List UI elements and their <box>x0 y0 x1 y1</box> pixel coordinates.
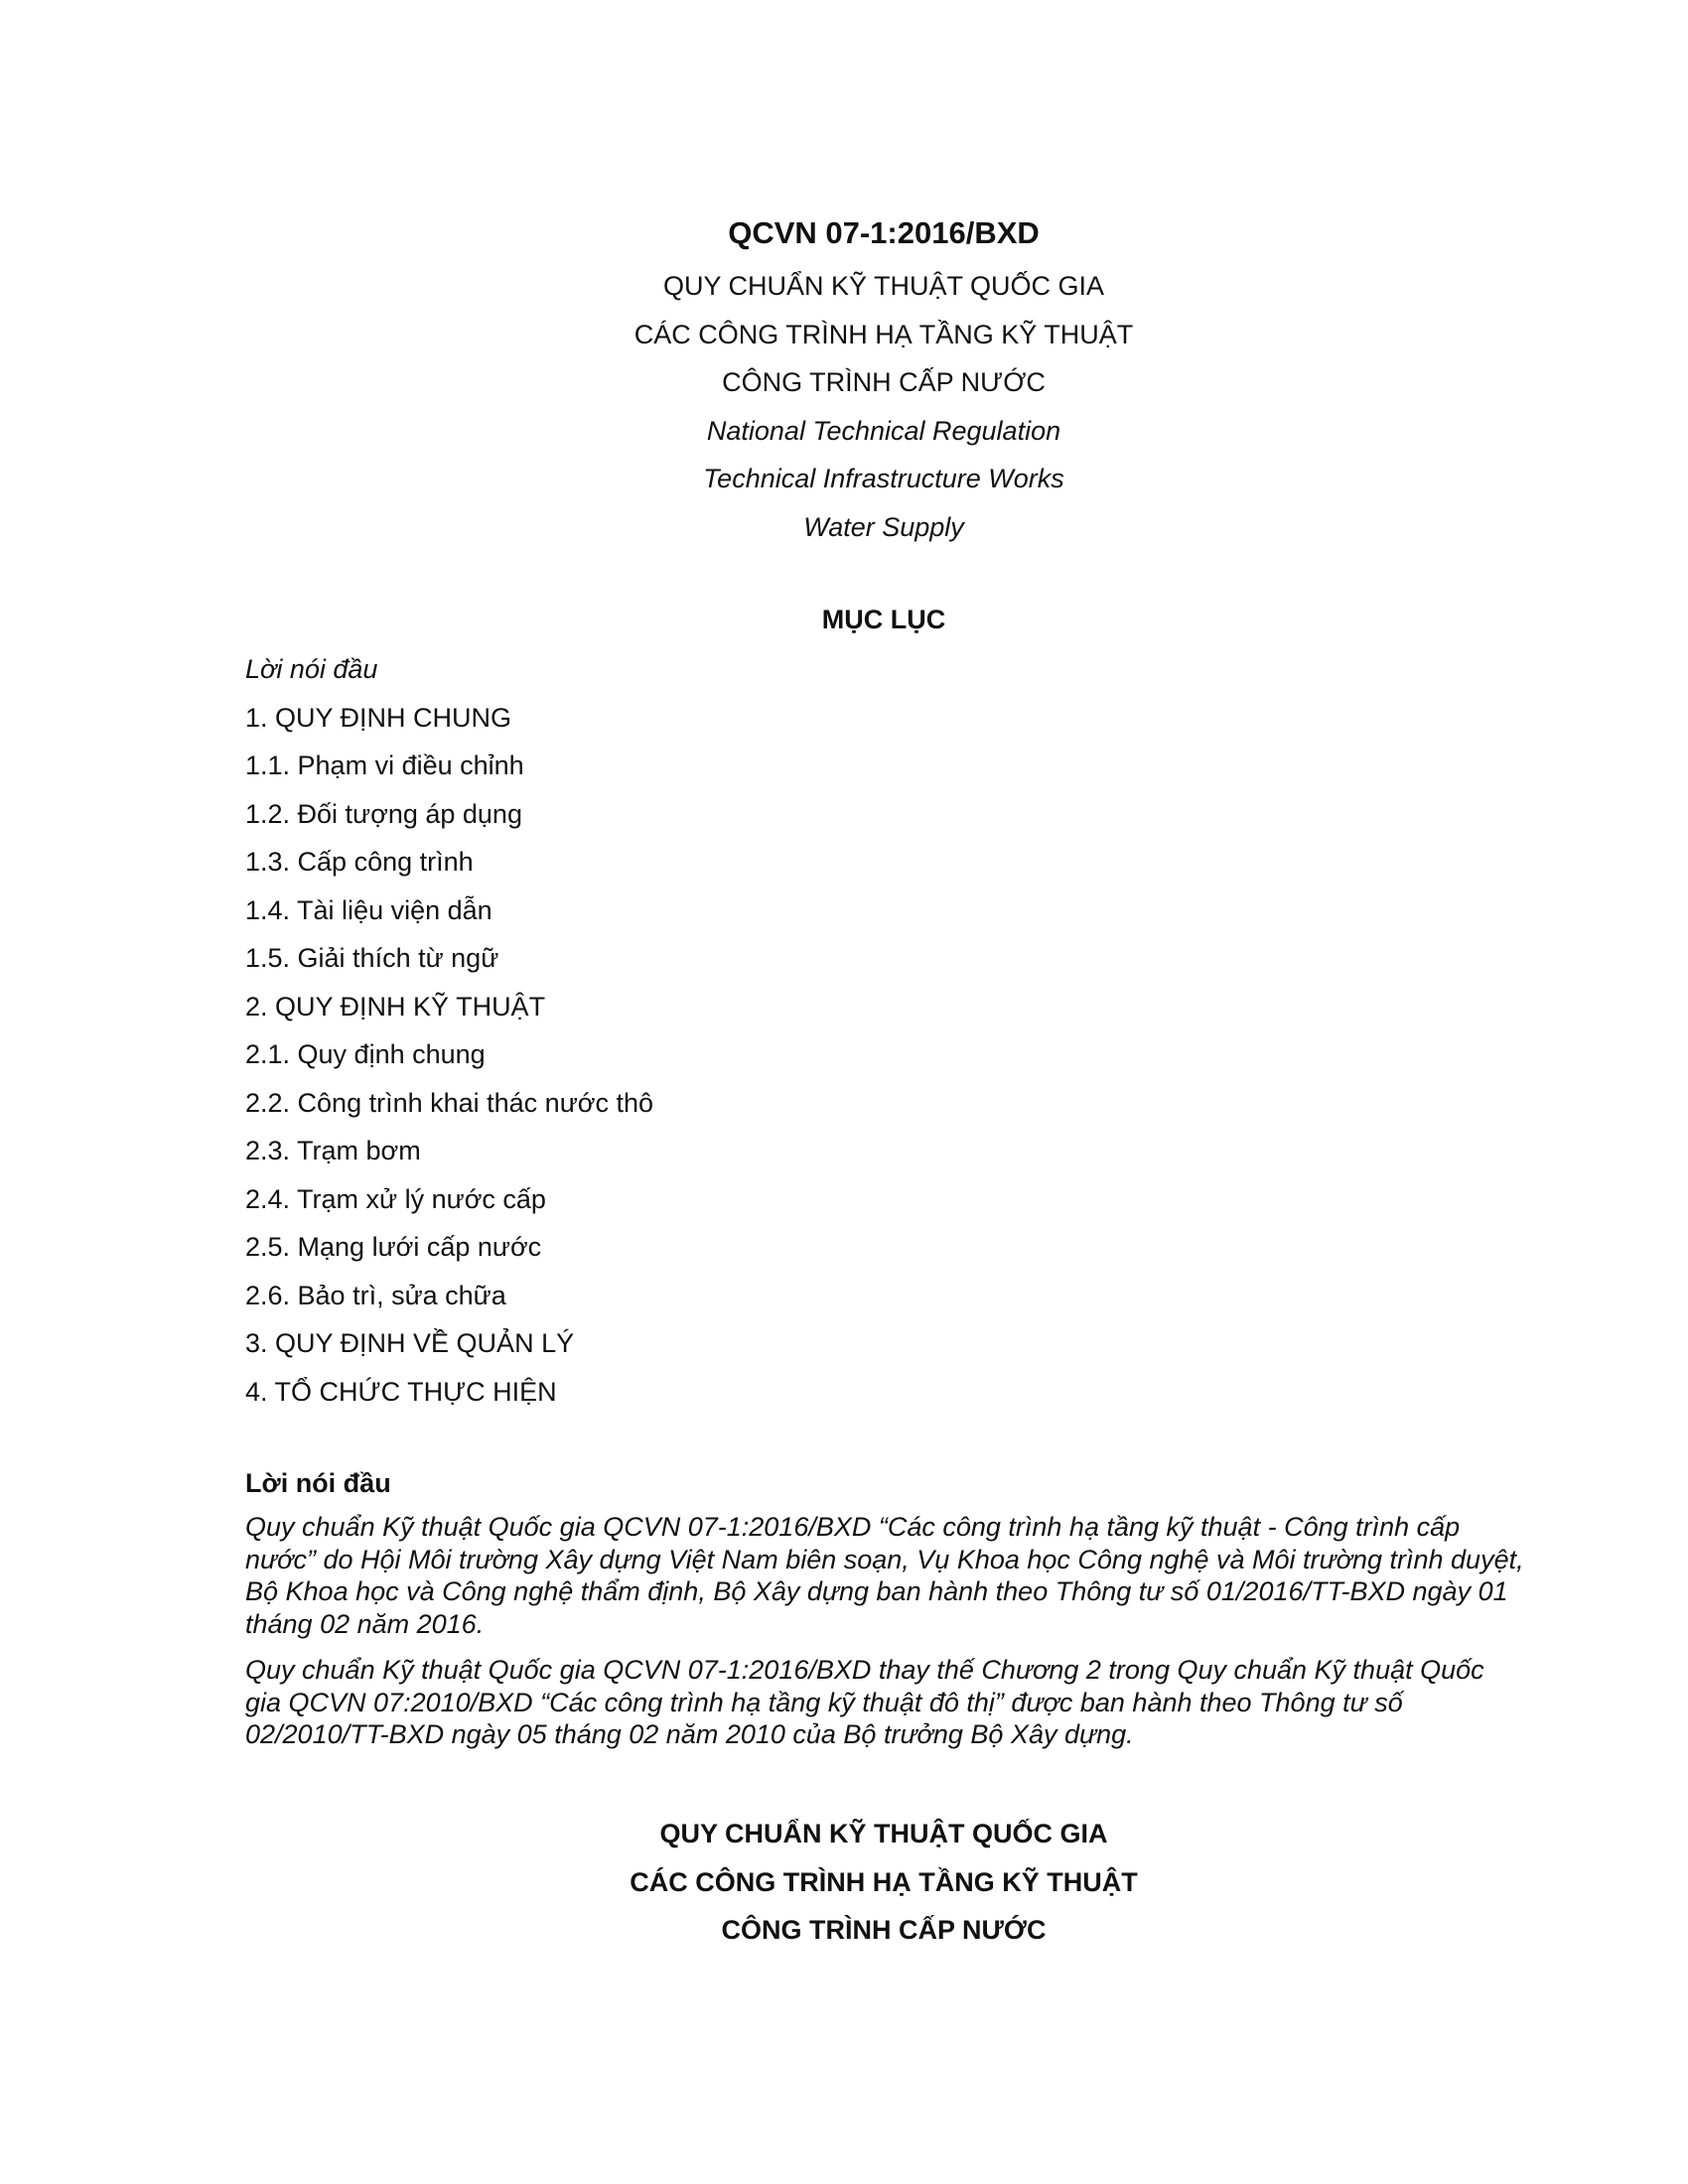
body-title-line-2: CÁC CÔNG TRÌNH HẠ TẦNG KỸ THUẬT <box>630 1866 1138 1897</box>
toc-item-1[interactable]: 1. QUY ĐỊNH CHUNG <box>245 702 512 733</box>
toc-item-2-5[interactable]: 2.5. Mạng lưới cấp nước <box>245 1232 542 1262</box>
body-title <box>0 1810 1688 1955</box>
toc-item-4[interactable]: 4. TỔ CHỨC THỰC HIỆN <box>245 1376 557 1407</box>
document-code: QCVN 07-1:2016/BXD <box>728 215 1040 250</box>
foreword-heading: Lời nói đầu <box>245 1468 391 1498</box>
title-vi-line-3: CÔNG TRÌNH CẤP NƯỚC <box>722 367 1046 397</box>
toc-item-2[interactable]: 2. QUY ĐỊNH KỸ THUẬT <box>245 991 546 1022</box>
toc-item-3[interactable]: 3. QUY ĐỊNH VỀ QUẢN LÝ <box>245 1328 575 1358</box>
toc-item-1-3[interactable]: 1.3. Cấp công trình <box>245 847 474 877</box>
document-header <box>0 210 1688 551</box>
title-vi-line-2: CÁC CÔNG TRÌNH HẠ TẦNG KỸ THUẬT <box>633 319 1134 349</box>
body-title-line-3: CÔNG TRÌNH CẤP NƯỚC <box>721 1915 1047 1945</box>
toc-item-1-2[interactable]: 1.2. Đối tượng áp dụng <box>245 798 522 829</box>
title-vi-line-1: QUY CHUẨN KỸ THUẬT QUỐC GIA <box>662 271 1105 301</box>
toc-item-2-4[interactable]: 2.4. Trạm xử lý nước cấp <box>245 1183 546 1214</box>
title-en-line-1: National Technical Regulation <box>706 415 1061 446</box>
foreword-paragraph-2: Quy chuẩn Kỹ thuật Quốc gia QCVN 07-1:2016/BXD thay thế Chương 2 trong Quy chuẩn Kỹ thuật Quốc gia QCVN 07:2010/BXD “Các công trình hạ tầng kỹ thuật đô thị” được ban hành theo Thông tư số 02/2010/TT-BXD ngày 05 tháng 02 năm 2010 của Bộ trưởng Bộ Xây dựng. <box>245 1655 1484 1749</box>
toc-item-1-1[interactable]: 1.1. Phạm vi điều chỉnh <box>245 751 524 780</box>
toc-item-1-4[interactable]: 1.4. Tài liệu viện dẫn <box>245 894 492 925</box>
toc-item-2-3[interactable]: 2.3. Trạm bơm <box>245 1136 421 1165</box>
toc-item-2-1[interactable]: 2.1. Quy định chung <box>245 1039 486 1069</box>
toc-item-2-6[interactable]: 2.6. Bảo trì, sửa chữa <box>245 1280 506 1310</box>
toc-item-1-5[interactable]: 1.5. Giải thích từ ngữ <box>245 943 499 973</box>
toc-item-foreword[interactable]: Lời nói đầu <box>245 654 378 684</box>
title-en-line-3: Water Supply <box>803 511 964 542</box>
foreword-section <box>245 1463 1526 1765</box>
table-of-contents <box>245 645 653 1416</box>
foreword-paragraph-1: Quy chuẩn Kỹ thuật Quốc gia QCVN 07-1:2016/BXD “Các công trình hạ tầng kỹ thuật - Công trình cấp nước” do Hội Môi trường Xây dựng Việt Nam biên soạn, Vụ Khoa học Công nghệ và Môi trường trình duyệt, Bộ Khoa học và Công nghệ thẩm định, Bộ Xây dựng ban hành theo Thông tư số 01/2016/TT-BXD ngày 01 tháng 02 năm 2016. <box>245 1512 1524 1639</box>
title-en-line-2: Technical Infrastructure Works <box>703 464 1064 493</box>
toc-item-2-2[interactable]: 2.2. Công trình khai thác nước thô <box>245 1087 654 1118</box>
toc-heading: MỤC LỤC <box>821 605 946 634</box>
body-title-line-1: QUY CHUẨN KỸ THUẬT QUỐC GIA <box>659 1819 1108 1848</box>
